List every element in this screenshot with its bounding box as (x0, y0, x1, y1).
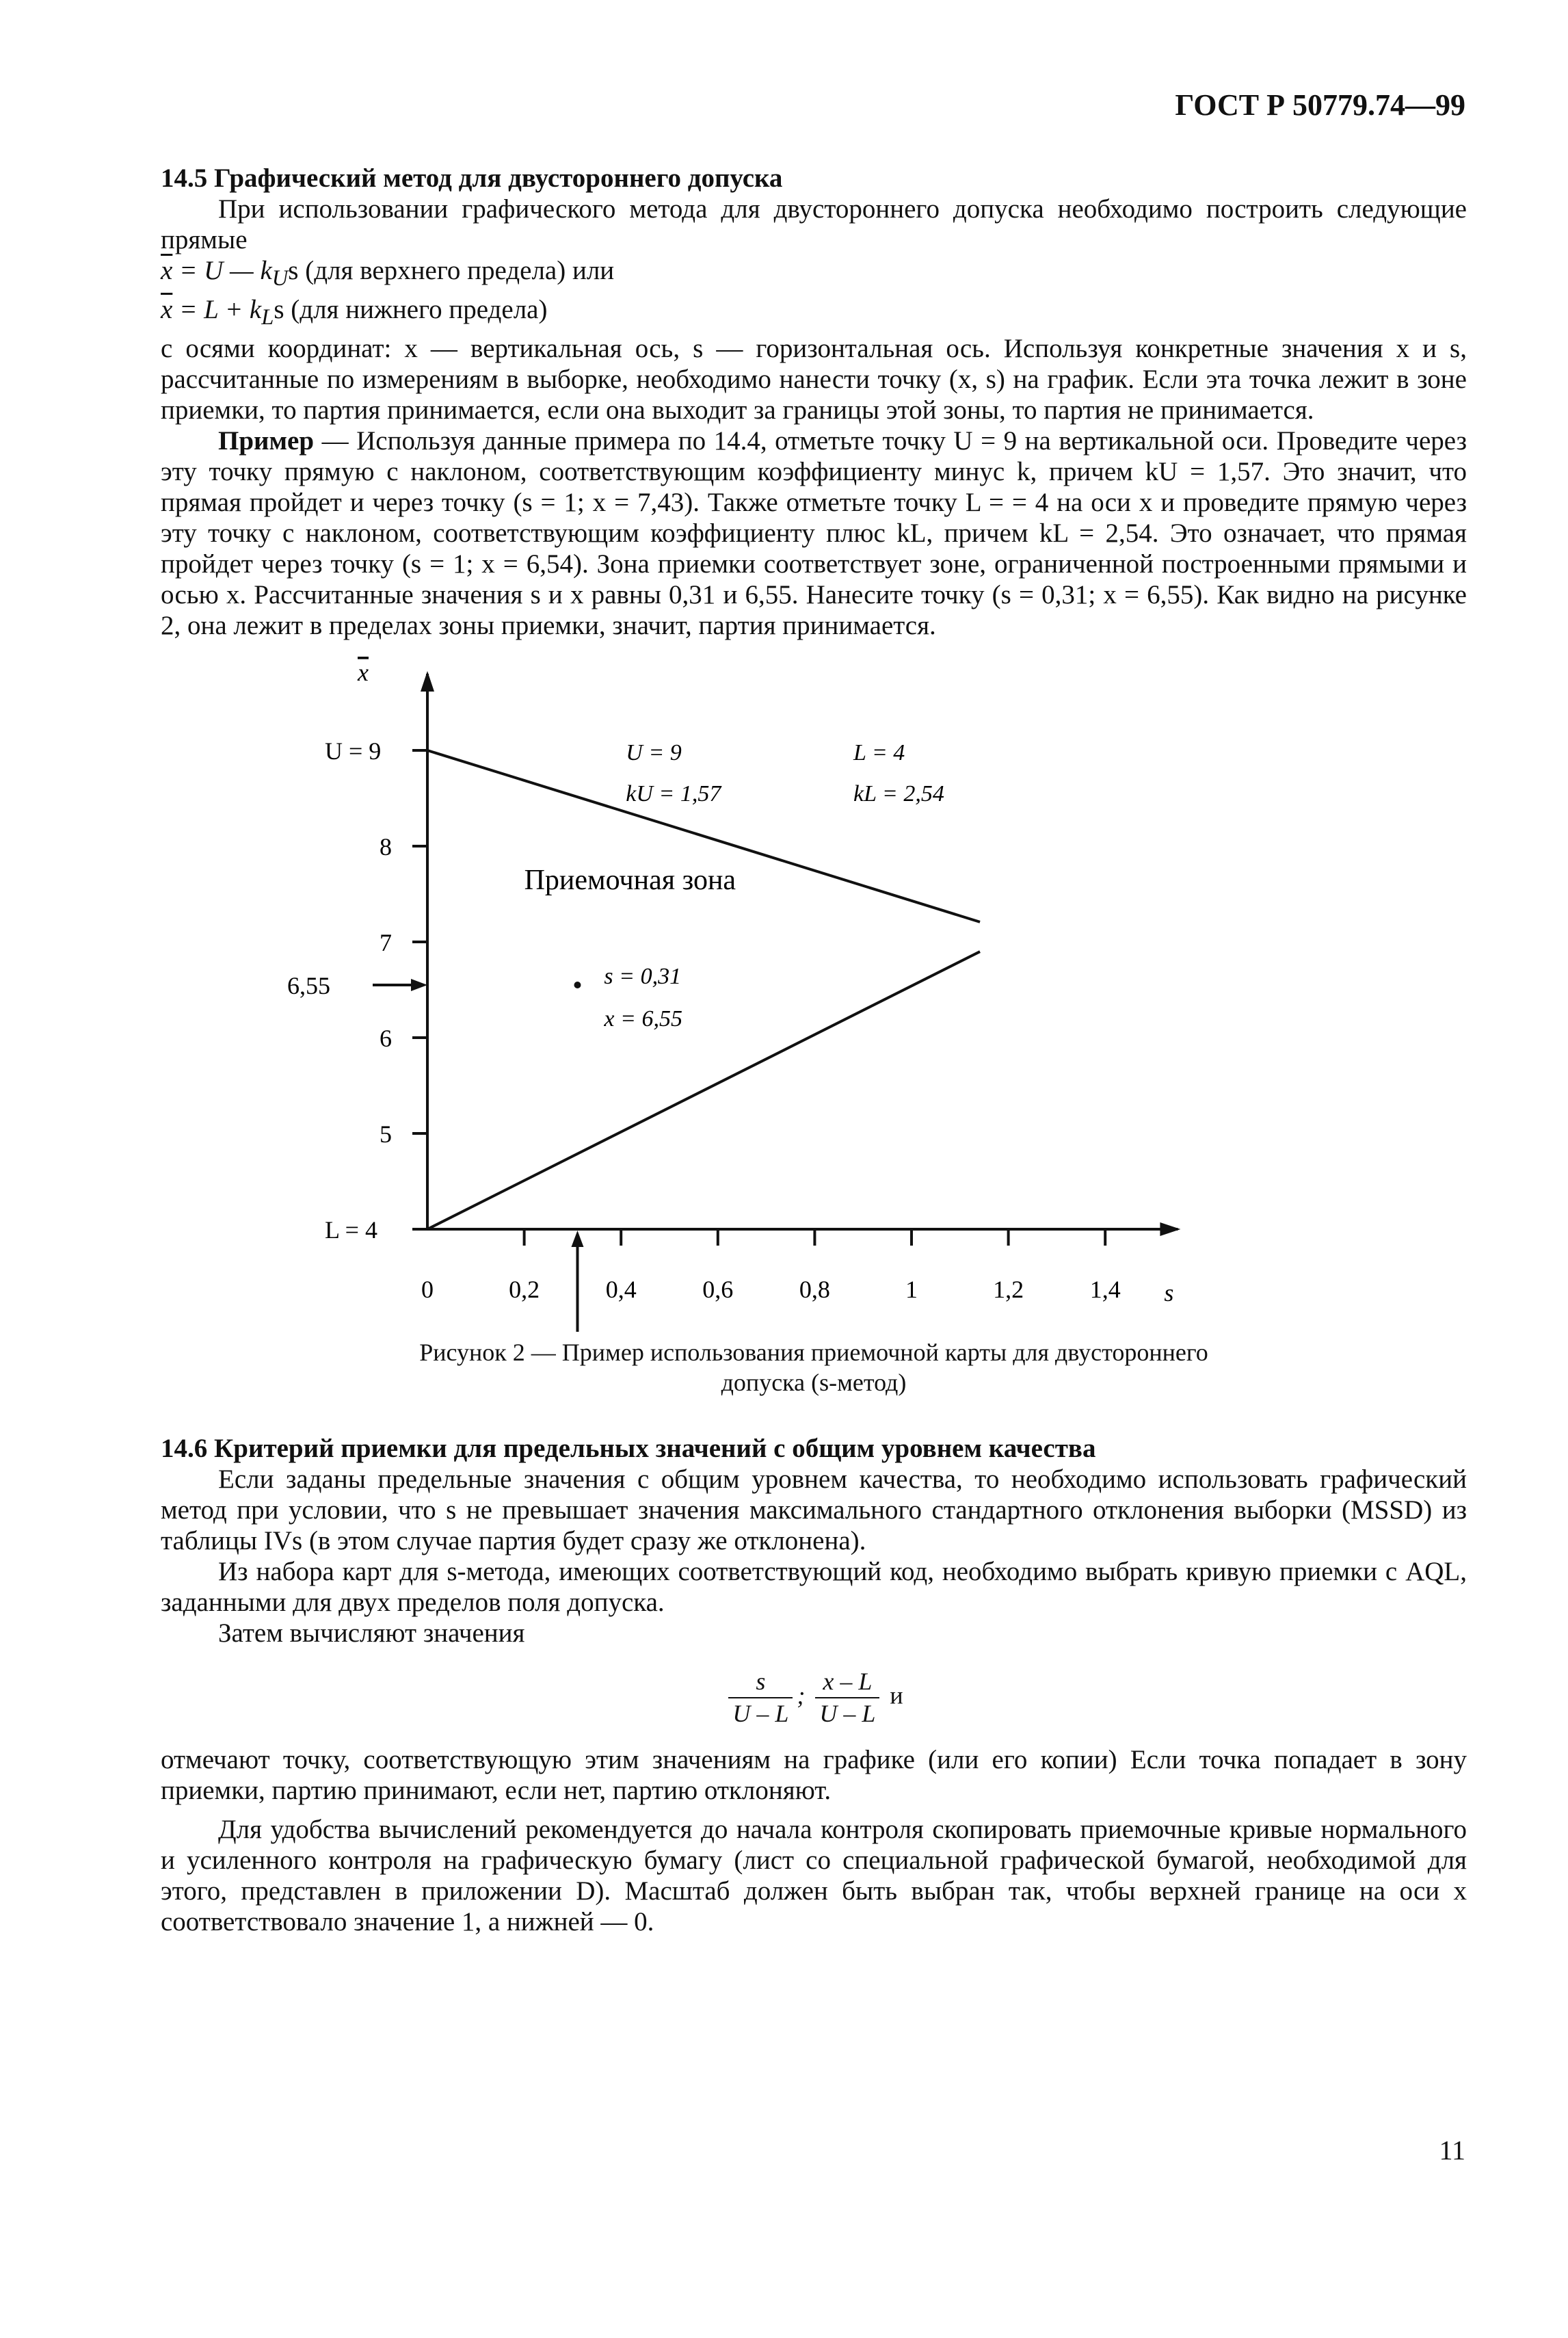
x-tick-label: 0,8 (799, 1275, 830, 1303)
example-text: — Используя данные примера по 14.4, отметьте точку U = 9 на вертикальной оси. Проведите через эту точку прямую с наклоном, соответствующим коэффициенту минус k, причем kU = 1,57. Это значит, что прямая пройдет и через точку (s = 1; x = 7,43). Также отметьте точку L = = 4 на оси x и проведите прямую через эту точку с наклоном, соответствующим коэффициенту плюс kL, причем kL = 2,54. Это означает, что прямая пройдет через точку (s = 1; x = 6,54). Зона приемки соответствует зоне, ограниченной построенными прямыми и осью x. Рассчитанные значения s и x равны 0,31 и 6,55. Нанесите точку (s = 0,31; x = 6,55). Как видно на рисунке 2, она лежит в пределах зоны приемки, значит, партия принимается. (161, 425, 1467, 640)
y-tick-label: 6 (380, 1024, 392, 1052)
example-label: Пример (218, 425, 315, 456)
fraction-sep: ; (797, 1681, 806, 1709)
eq1-tail: s (для верхнего предела) или (288, 256, 615, 285)
fraction-1 (728, 1666, 793, 1729)
fraction-2 (815, 1666, 879, 1729)
x-tick-label: 0 (421, 1275, 434, 1303)
section-14-5-title: 14.5 Графический метод для двустороннего допуска (161, 163, 783, 193)
document-code: ГОСТ Р 50779.74—99 (1175, 88, 1465, 122)
x-axis-label: s (1164, 1278, 1174, 1306)
x-tick-label: 0,4 (605, 1275, 637, 1303)
y-special-label: U = 9 (325, 737, 382, 765)
equation-lower (161, 294, 1467, 333)
section-14-5-intro: При использовании графического метода для двустороннего допуска необходимо построить следующие прямые (161, 194, 1467, 254)
fraction-2-num: x – L (815, 1666, 879, 1698)
x-tick-label: 1 (905, 1275, 918, 1303)
section-14-6-p5: Для удобства вычислений рекомендуется до начала контроля скопировать приемочные кривые нормального и усиленного контроля на графическую бумагу (лист со специальной графической бумагой, необходимой для этого, представлен в приложении D). Масштаб должен быть выбран так, чтобы верхней границе на оси x соответствовало значение 1, а нижней — 0. (161, 1814, 1467, 1936)
eq2-sub: L (261, 304, 274, 330)
fraction-1-num: s (728, 1666, 793, 1698)
chart-svg (161, 648, 1467, 1332)
y-tick-label: 7 (380, 928, 392, 956)
section-14-6-title: 14.6 Критерий приемки для предельных значений с общим уровнем качества (161, 1433, 1096, 1463)
page-content (161, 163, 1467, 1937)
eq2-body: = L + k (172, 294, 262, 324)
y-marker-arrow-head (411, 979, 427, 991)
upper-limit-line (427, 750, 980, 922)
section-14-6-p2: Из набора карт для s-метода, имеющих соответствующий код, необходимо выбрать кривую приемки с AQL, заданными для двух пределов поля допуска. (161, 1556, 1467, 1617)
upper-param-2: kU = 1,57 (626, 780, 721, 806)
caption-line-1: Рисунок 2 — Пример использования приемочной карты для двустороннего (419, 1338, 1208, 1366)
section-14-6-p4: отмечают точку, соответствующую этим значениям на графике (или его копии) Если точка попадает в зону приемки, партию принимают, если нет, партию отклоняют. (161, 1744, 1467, 1805)
example-paragraph (161, 425, 1467, 641)
y-tick-label: 5 (380, 1120, 392, 1148)
x-tick-label: 0,6 (702, 1275, 734, 1303)
point-x-label: x = 6,55 (604, 1006, 682, 1032)
eq1-sub: U (271, 265, 289, 291)
fraction-2-den: U – L (819, 1699, 876, 1727)
eq1-body: = U — k (172, 256, 272, 285)
ratio-formula (161, 1666, 1467, 1729)
lower-param-2: kL = 2,54 (853, 780, 944, 806)
sample-point (574, 982, 581, 988)
eq1-xbar: $\overline{x}$ (161, 256, 173, 285)
caption-line-2: допуска (s-метод) (721, 1368, 907, 1396)
y-axis-label: x (358, 658, 369, 686)
section-14-6 (161, 1433, 1467, 1937)
section-14-6-p1: Если заданы предельные значения с общим уровнем качества, то необходимо использовать графический метод при условии, что s не превышает значения максимального стандартного отклонения выборки (MSSD) из таблицы IVs (в этом случае партия будет сразу же отклонена). (161, 1464, 1467, 1555)
y-tick-label: 8 (380, 832, 392, 861)
x-tick-label: 1,4 (1089, 1275, 1121, 1303)
section-14-6-p3: Затем вычисляют значения (218, 1618, 525, 1648)
x-axis-arrow (1160, 1222, 1180, 1236)
eq2-tail: s (для нижнего предела) (274, 294, 548, 324)
lower-param-1: L = 4 (853, 739, 905, 765)
eq2-xbar: $\overline{x}$ (161, 294, 173, 324)
fraction-1-den: U – L (732, 1699, 789, 1727)
page-number: 11 (1439, 2135, 1465, 2166)
x-tick-label: 0,2 (509, 1275, 540, 1303)
lower-limit-line (427, 951, 980, 1229)
x-marker-arrow-head (571, 1231, 583, 1247)
section-14-5-axes-text: с осями координат: x — вертикальная ось, s — горизонтальная ось. Используя конкретные значения x и s, рассчитанные по измерениям в выборке, необходимо нанести точку (x, s) на график. Если эта точка лежит в зоне приемки, то партия принимается, если она выходит за границы этой зоны, то партия не принимается. (161, 333, 1467, 425)
acceptance-chart (161, 648, 1467, 1400)
y-axis-arrow (421, 671, 434, 692)
formula-and: и (890, 1681, 903, 1709)
figure-caption (161, 1332, 1467, 1397)
equation-upper (161, 255, 1467, 294)
upper-param-1: U = 9 (626, 739, 682, 765)
y-marker-label: 6,55 (287, 971, 330, 999)
x-tick-label: 1,2 (993, 1275, 1024, 1303)
acceptance-zone-label: Приемочная зона (524, 864, 736, 896)
y-special-label: L = 4 (325, 1216, 377, 1244)
point-s-label: s = 0,31 (604, 963, 682, 989)
